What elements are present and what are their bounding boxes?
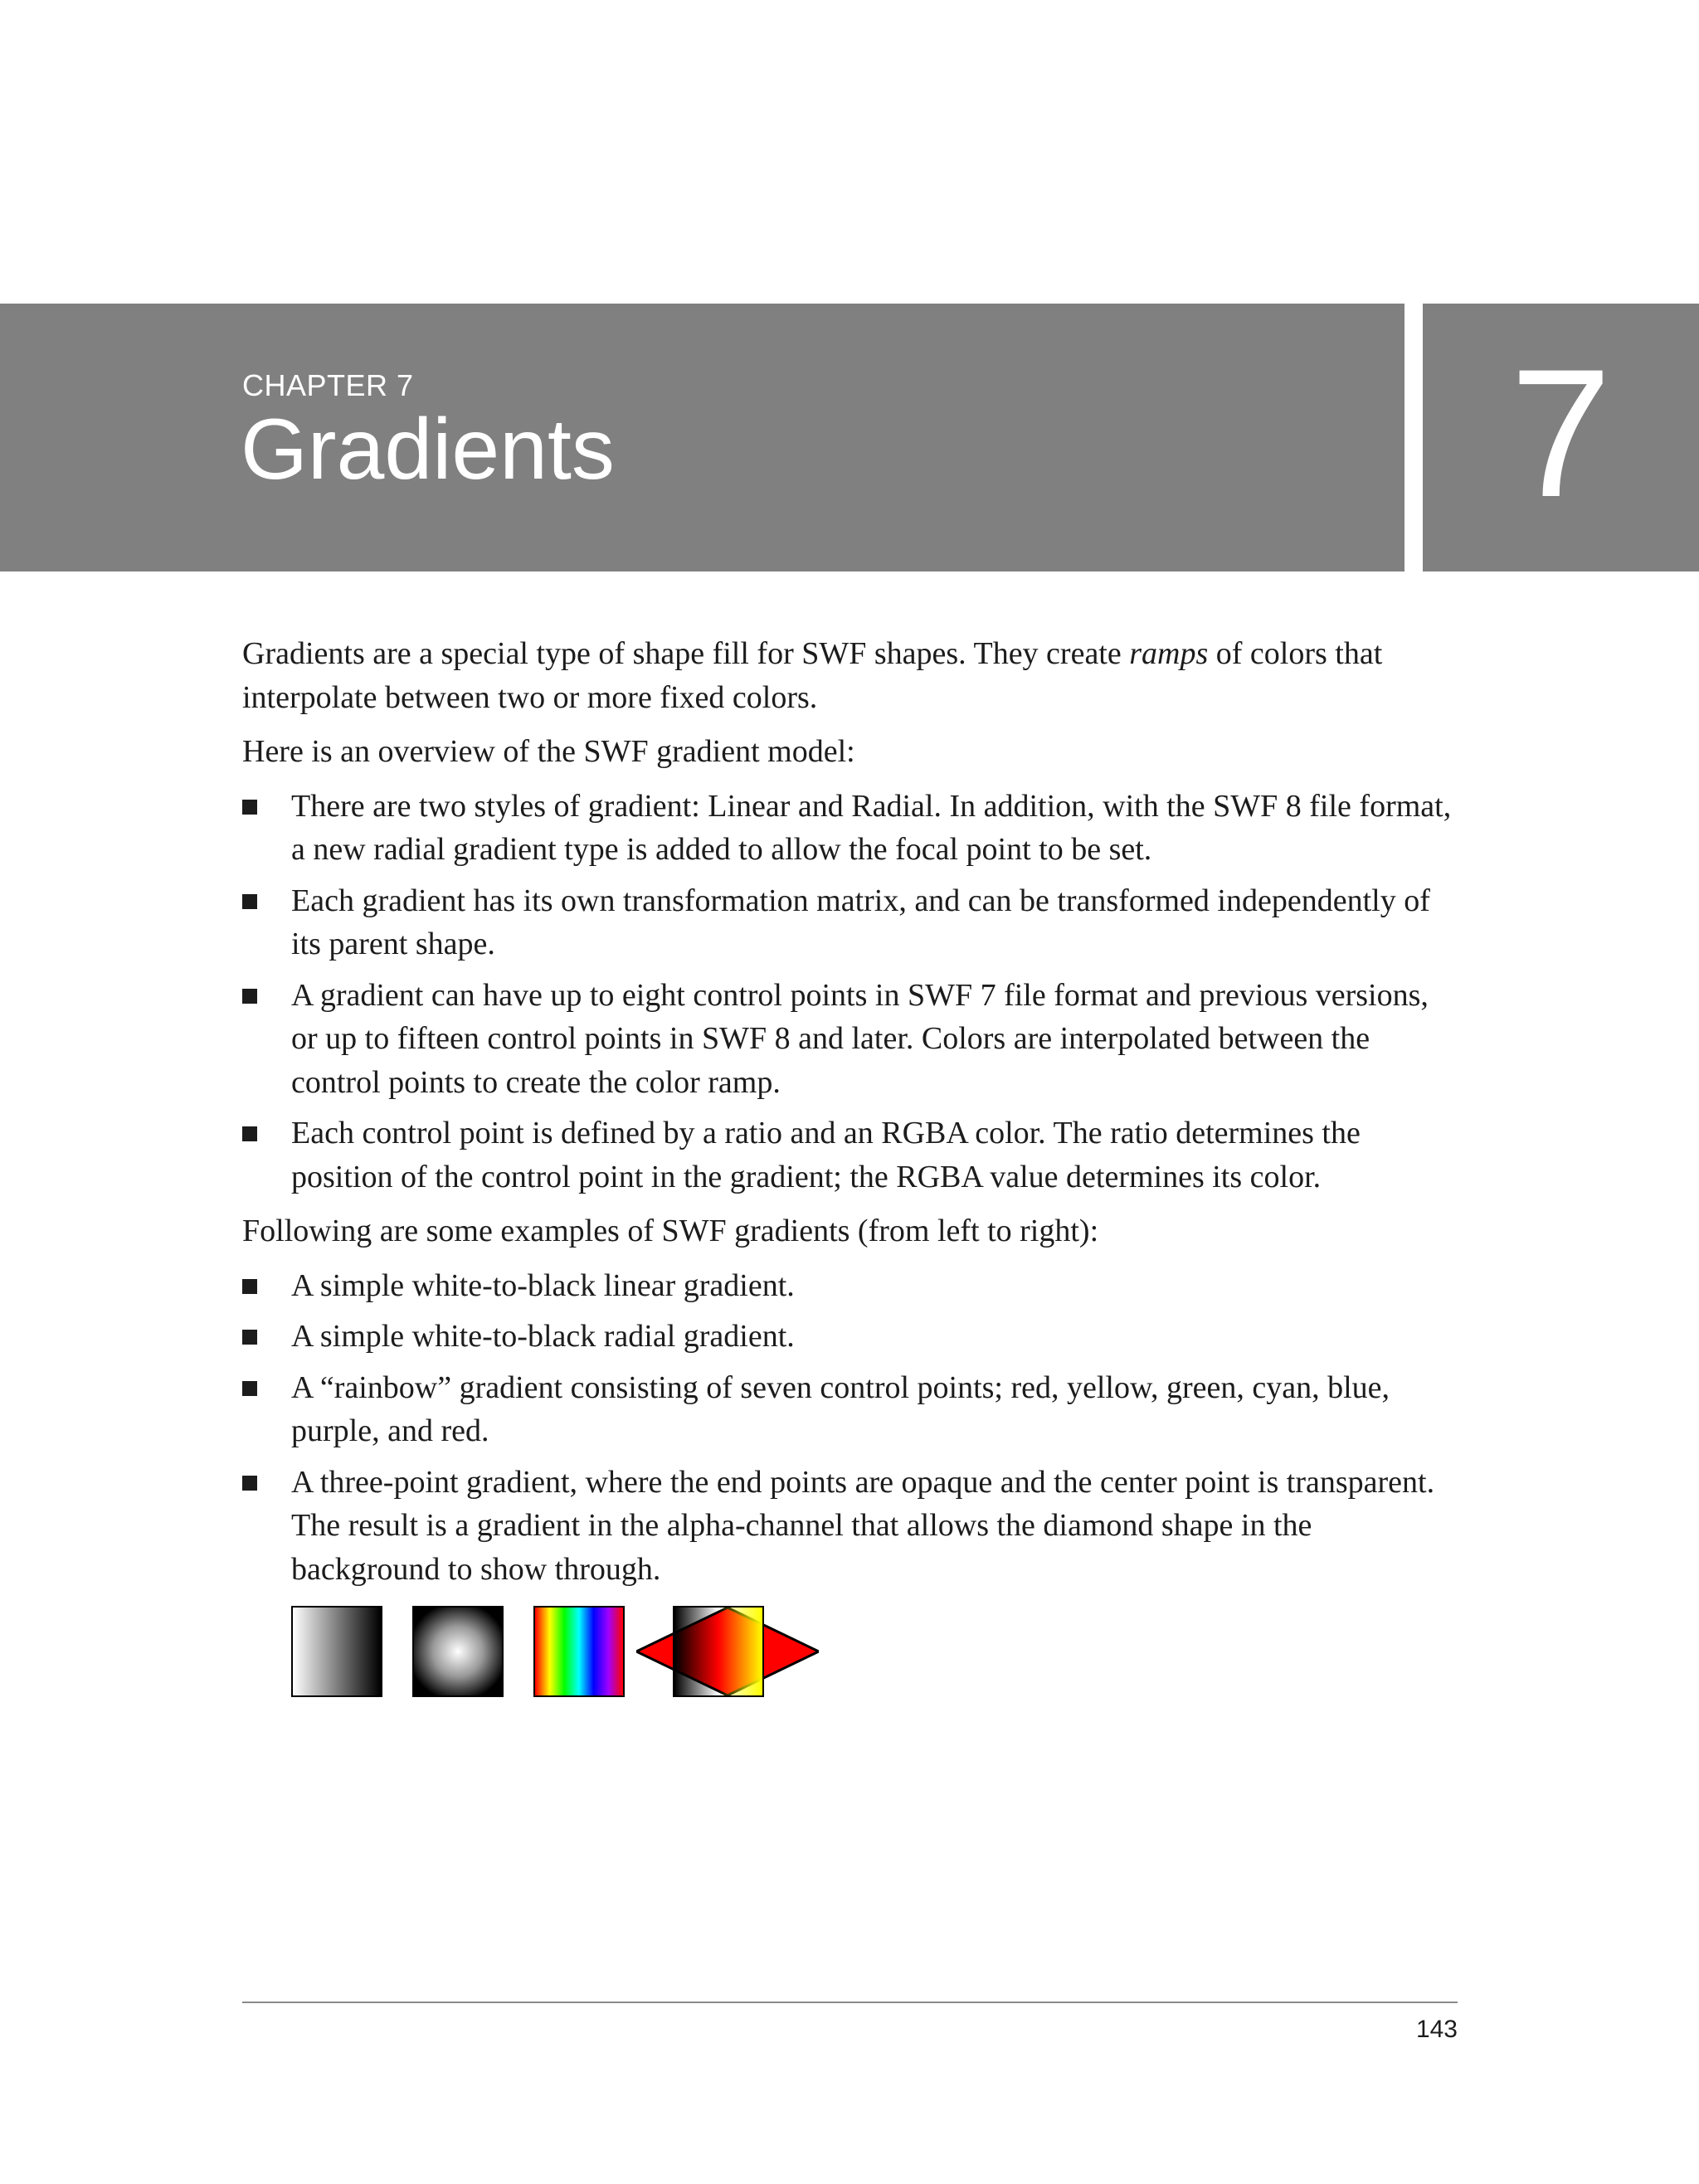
gradient-examples-figure xyxy=(242,1606,1462,1714)
list-item: A simple white-to-black radial gradient. xyxy=(242,1315,1462,1359)
list-item: A three-point gradient, where the end points are opaque and the center point is transparent. The result is a gradient in the alpha-channel that allows the diamond shape in the background to show through. xyxy=(242,1461,1462,1592)
list-item: There are two styles of gradient: Linear and Radial. In addition, with the SWF 8 file format, a new radial gradient type is added to allow the focal point to be set. xyxy=(242,785,1462,872)
overview-paragraph: Here is an overview of the SWF gradient model: xyxy=(242,734,855,769)
list-item: Each control point is defined by a ratio and an RGBA color. The ratio determines the position of the control point in the gradient; the RGBA value determines its color. xyxy=(242,1111,1462,1199)
square-bullet-icon xyxy=(242,894,257,909)
list-item: A simple white-to-black linear gradient. xyxy=(242,1264,1462,1308)
rainbow-gradient-swatch xyxy=(533,1606,625,1697)
square-bullet-icon xyxy=(242,989,257,1004)
list-item: A gradient can have up to eight control points in SWF 7 file format and previous versions, or up to fifteen control points in SWF 8 and later. Colors are interpolated between the control points to create the color ramp. xyxy=(242,974,1462,1105)
square-bullet-icon xyxy=(242,1330,257,1345)
footer-rule xyxy=(242,2002,1458,2003)
chapter-number: 7 xyxy=(1510,331,1612,535)
square-bullet-icon xyxy=(242,1126,257,1141)
example-bullet-list xyxy=(242,1264,1462,1592)
chapter-title: Gradients xyxy=(241,401,615,498)
square-bullet-icon xyxy=(242,1476,257,1491)
linear-gradient-swatch xyxy=(291,1606,382,1697)
square-bullet-icon xyxy=(242,800,257,815)
chapter-banner xyxy=(0,304,1404,572)
square-bullet-icon xyxy=(242,1279,257,1294)
italic-term: ramps xyxy=(1129,636,1209,671)
alpha-gradient-swatch xyxy=(673,1606,764,1697)
body-content xyxy=(242,632,1462,1714)
list-item: A “rainbow” gradient consisting of seven control points; red, yellow, green, cyan, blue, purple, and red. xyxy=(242,1366,1462,1453)
model-bullet-list xyxy=(242,785,1462,1199)
radial-gradient-swatch xyxy=(412,1606,504,1697)
examples-paragraph: Following are some examples of SWF gradients (from left to right): xyxy=(242,1214,1099,1248)
page-number: 143 xyxy=(1415,2016,1458,2043)
intro-paragraph: Gradients are a special type of shape fill for SWF shapes. They create ramps of colors that interpolate between two or more fixed colors. xyxy=(242,636,1383,715)
chapter-label: CHAPTER 7 xyxy=(242,368,414,402)
alpha-gradient-figure xyxy=(636,1606,819,1697)
list-item: Each gradient has its own transformation matrix, and can be transformed independently of its parent shape. xyxy=(242,879,1462,966)
square-bullet-icon xyxy=(242,1381,257,1396)
